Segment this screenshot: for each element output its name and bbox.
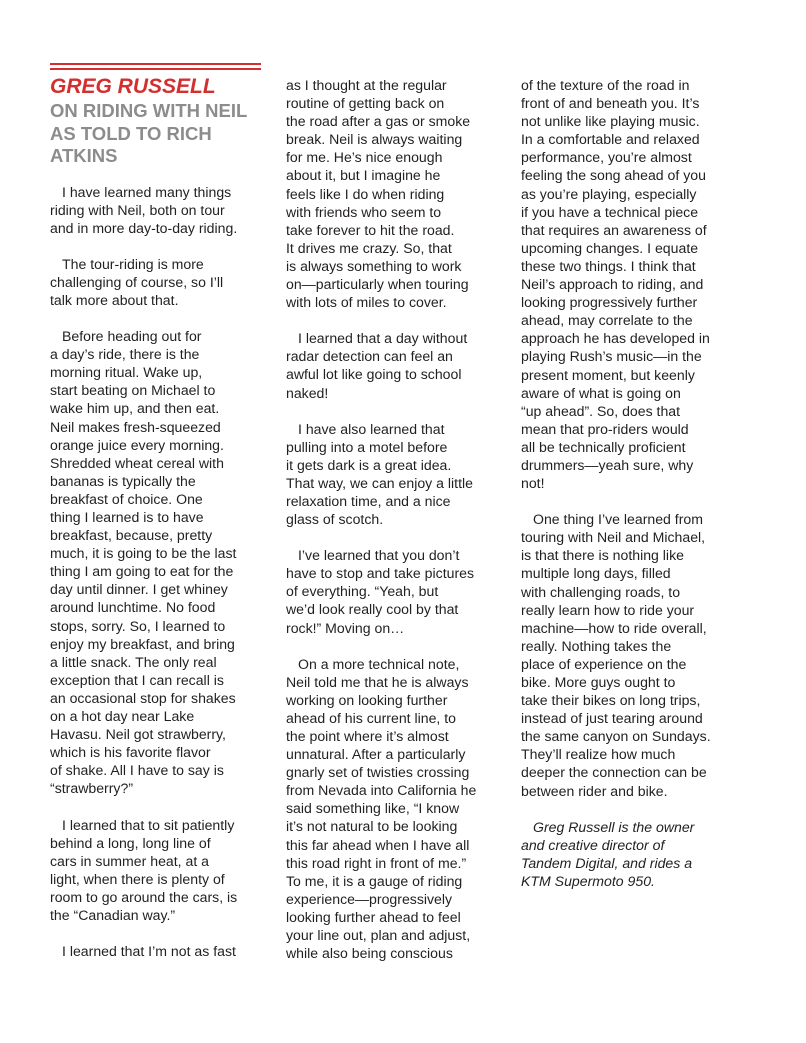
paragraph: as I thought at the regular routine of getting back on the road after a gas or smoke break. Neil is always waiting for me. He’s nice enough about it, but I imagine he feels like I do when riding with friends who seem to take forever to hit the road. It drives me crazy. So, that is always something to work on—particularly when touring with lots of miles to cover. [286, 77, 471, 311]
article-title: GREG RUSSELL [50, 75, 216, 98]
author-bio: Greg Russell is the owner and creative director of Tandem Digital, and rides a KTM Supermoto 950. [521, 818, 695, 889]
paragraph: I learned that to sit patiently behind a long, long line of cars in summer heat, at a light, when there is plenty of room to go around the cars, is the “Canadian way.” [50, 816, 238, 923]
paragraph: The tour-riding is more challenging of course, so I’ll talk more about that. [50, 255, 224, 308]
paragraph: Before heading out for a day’s ride, there is the morning ritual. Wake up, start beating on Michael to wake him up, and then eat. Neil makes fresh-squeezed orange juice every morning. Shredded wheat cereal with bananas is typically the breakfast of choice. One thing I learned is to have breakfast, because, pretty much, it is going to be the last thing I am going to eat for the day until dinner. I get whiney around lunchtime. No food stops, sorry. So, I learned to enjoy my breakfast, and bring a little snack. The only real exception that I can recall is an occasional stop for shakes on a hot day near Lake Havasu. Neil got strawberry, which is his favorite flavor of shake. All I have to say is “strawberry?” [50, 328, 237, 797]
column-2 [286, 76, 508, 980]
paragraph: One thing I’ve learned from touring with Neil and Michael, is that there is nothing like multiple long days, filled with challenging roads, to really learn how to ride your machine—how to ride overall, really. Nothing takes the place of experience on the bike. More guys ought to take their bikes on long trips, instead of just tearing around the same canyon on Sundays. They’ll realize how much deeper the connection can be between rider and bike. [521, 511, 711, 799]
paragraph: I have learned many things riding with Neil, both on tour and in more day-to-day riding. [50, 183, 238, 236]
column-3 [521, 76, 743, 908]
paragraph: On a more technical note, Neil told me that he is always working on looking further ahead of his current line, to the point where it’s almost unnatural. After a particularly gnarly set of twisties crossing from Nevada into California he said something like, “I know it’s not natural to be looking this far ahead when I have all this road right in front of me.” To me, it is a gauge of riding experience—progressively looking further ahead to feel your line out, plan and adjust, while also being conscious [286, 655, 477, 962]
paragraph: I have also learned that pulling into a motel before it gets dark is a great idea. That way, we can enjoy a little relaxation time, and a nice glass of scotch. [286, 420, 473, 528]
paragraph: I learned that a day without radar detection can feel an awful lot like going to school naked! [286, 330, 468, 401]
paragraph: I’ve learned that you don’t have to stop and take pictures of everything. “Yeah, but we’d look really cool by that rock!” Moving on… [286, 547, 475, 636]
paragraph: I learned that I’m not as fast [62, 943, 236, 960]
article-subtitle: ON RIDING WITH NEIL AS TOLD TO RICH ATKINS [50, 100, 248, 166]
header-rule-bottom [50, 68, 261, 70]
column-1 [50, 74, 272, 978]
header-rule-top [50, 63, 261, 65]
paragraph: of the texture of the road in front of and beneath you. It’s not unlike like playing music. In a comfortable and relaxed performance, you’re almost feeling the song ahead of you as you’re playing, especially if you have a technical piece that requires an awareness of upcoming changes. I equate these two things. I think that Neil’s approach to riding, and looking progressively further ahead, may correlate to the approach he has developed in playing Rush’s music—in the present moment, but keenly aware of what is going on “up ahead”. So, does that mean that pro-riders would all be technically proficient drummers—yeah sure, why not! [521, 77, 710, 492]
